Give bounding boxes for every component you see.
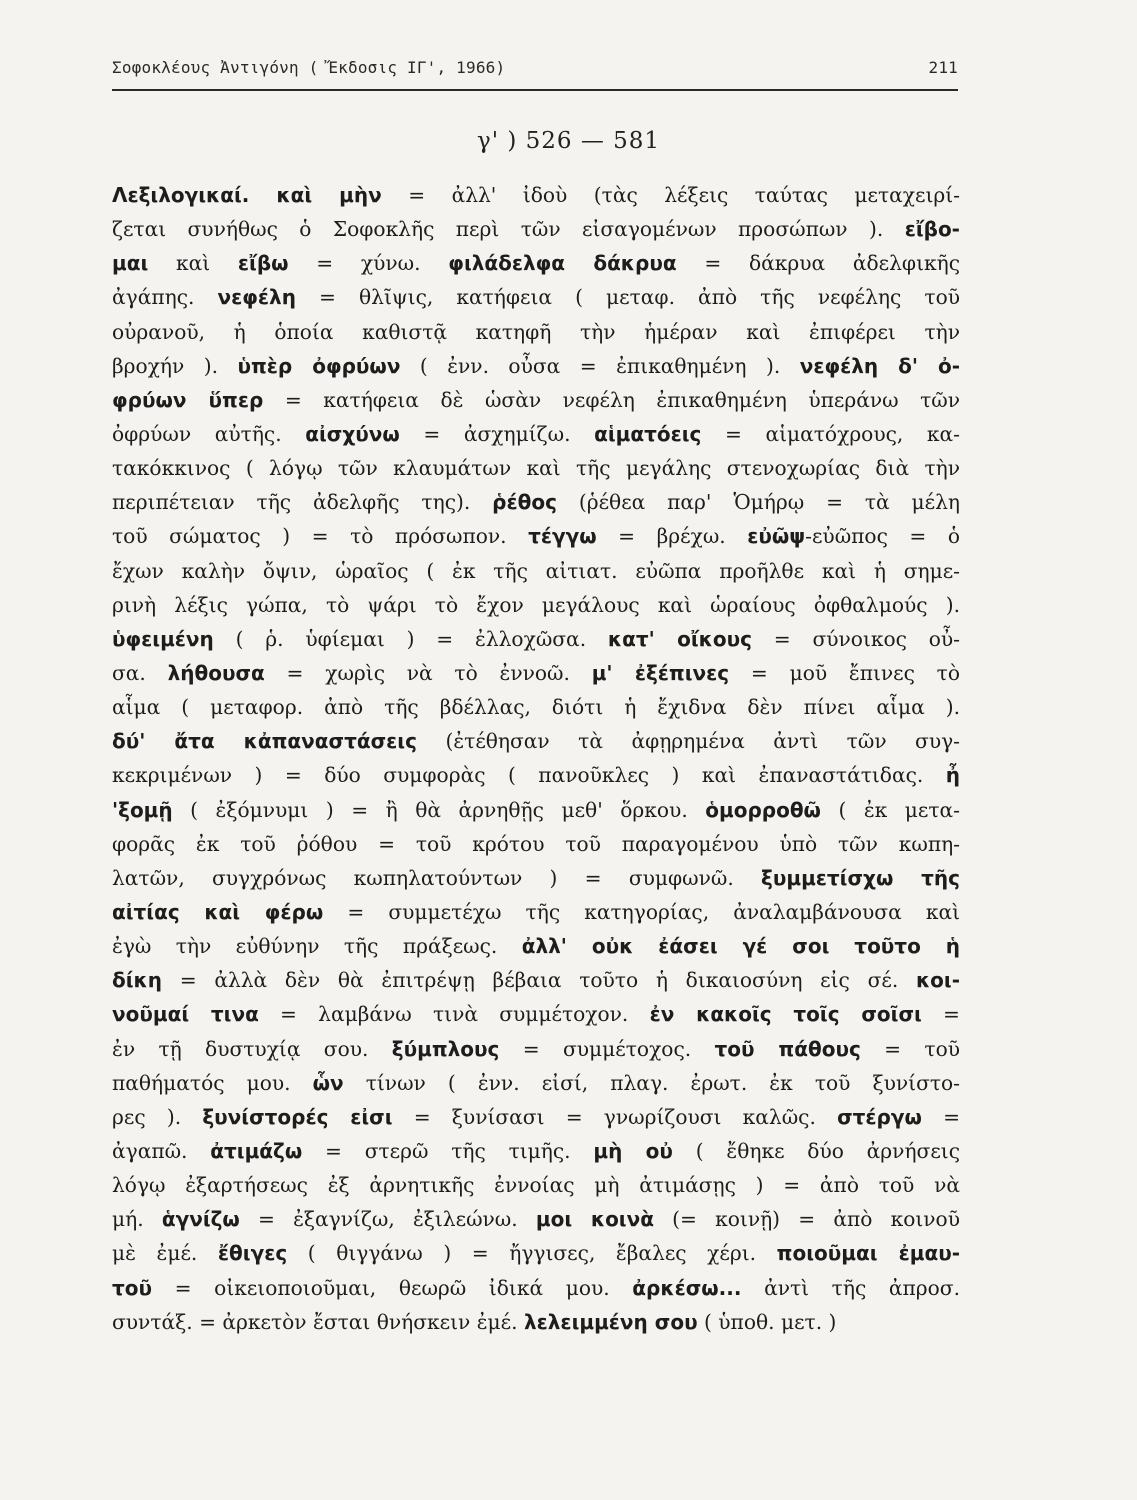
text-line: [112, 1134, 960, 1168]
headword: δύ' ἄτα κἀπαναστάσεις: [112, 729, 417, 754]
text-line: [112, 1066, 960, 1100]
headword: νοῦμαί τινα: [112, 1002, 259, 1027]
definition-text: παθήματός μου.: [112, 1070, 313, 1095]
definition-text: = χωρὶς νὰ τὸ ἐννοῶ.: [264, 660, 592, 685]
text-line: [112, 246, 960, 280]
definition-text: ἔχων καλὴν ὄψιν, ὡραῖος ( ἐκ τῆς αἰτιατ. εὐῶπα προῆλθε καὶ ἡ σημε-: [112, 558, 960, 583]
text-line: [112, 1202, 960, 1236]
headword: μοι κοινὰ: [535, 1207, 654, 1232]
text-line: [112, 724, 960, 758]
headword: μὴ οὐ: [593, 1138, 673, 1163]
definition-text: ( ὑποθ. μετ. ): [697, 1309, 837, 1334]
definition-text: = ἀσχημίζω.: [399, 421, 595, 446]
text-line: [112, 519, 960, 553]
headword: ἁγνίζω: [161, 1207, 240, 1232]
text-line: [112, 315, 960, 349]
headword: μ' ἐξέπινες: [591, 660, 730, 685]
definition-text: ( ἐνν. οὖσα = ἐπικαθημένη ).: [400, 353, 800, 378]
definition-text: ( θιγγάνω ) = ἤγγισες, ἔβαλες χέρι.: [287, 1241, 777, 1266]
headword: τοῦ: [112, 1275, 153, 1300]
text-line: [112, 793, 960, 827]
headword: μαι: [112, 251, 149, 276]
headword: ξυνίστορές εἰσι: [202, 1104, 393, 1129]
headword: ὧν: [312, 1070, 344, 1095]
definition-text: = ἀλλὰ δὲν θὰ ἐπιτρέψῃ βέβαια τοῦτο ἡ δικαιοσύνη εἰς σέ.: [161, 968, 916, 993]
headword: ὑπὲρ ὀφρύων: [237, 353, 401, 378]
definition-text: = ἐξαγνίζω, ἐξιλεώνω.: [239, 1207, 536, 1232]
headword: ῥέθος: [492, 490, 557, 515]
definition-text: συντάξ. = ἀρκετὸν ἔσται θνήσκειν ἐμέ.: [112, 1309, 524, 1334]
definition-text: =: [921, 1104, 960, 1129]
definition-text: = κατήφεια δὲ ὡσὰν νεφέλη ἐπικαθημένη ὑπεράνω τῶν: [263, 387, 960, 412]
headword: φρύων ὕπερ: [112, 387, 264, 412]
definition-text: ζεται συνήθως ὁ Σοφοκλῆς περὶ τῶν εἰσαγομένων προσώπων ).: [112, 217, 905, 242]
headword: δίκη: [112, 968, 162, 993]
definition-text: καὶ: [148, 251, 238, 276]
definition-text: βροχήν ).: [112, 353, 238, 378]
text-line: [112, 588, 960, 622]
text-line: [112, 383, 960, 417]
text-line: [112, 349, 960, 383]
text-line: [112, 622, 960, 656]
definition-text: ρες ).: [112, 1104, 203, 1129]
definition-text: τίνων ( ἐνν. εἰσί, πλαγ. ἐρωτ. ἐκ τοῦ ξυνίστο-: [343, 1070, 960, 1095]
headword: νεφέλη: [217, 285, 296, 310]
text-line: [112, 417, 960, 451]
headword: ἀτιμάζω: [210, 1138, 303, 1163]
definition-text: ( ἔθηκε δύο ἀρνήσεις: [672, 1138, 960, 1163]
headword: λήθουσα: [167, 660, 265, 685]
headword: αἰσχύνω: [305, 421, 400, 446]
headword: λελειμμένη σου: [523, 1309, 698, 1334]
headword: εἴβω: [237, 251, 289, 276]
text-line: [112, 690, 960, 724]
definition-text: (ἐτέθησαν τὰ ἀφῃρημένα ἀντὶ τῶν συγ-: [416, 729, 960, 754]
definition-text: (= κοινῇ) = ἀπὸ κοινοῦ: [653, 1207, 960, 1232]
headword: εὐῶψ: [747, 524, 806, 549]
definition-text: = σύνοικος οὖ-: [751, 626, 960, 651]
definition-text: ρινὴ λέξις γώπα, τὸ ψάρι τὸ ἔχον μεγάλους καὶ ὡραίους ὀφθαλμούς ).: [112, 592, 960, 617]
definition-text: ( ἐξόμνυμι ) = ἢ θὰ ἀρνηθῇς μεθ' ὅρκου.: [172, 797, 706, 822]
text-line: [112, 1100, 960, 1134]
definition-text: = μοῦ ἔπινες τὸ: [729, 660, 960, 685]
definition-text: κεκριμένων ) = δύο συμφορὰς ( πανοῦκλες ) καὶ ἐπαναστάτιδας.: [112, 763, 946, 788]
definition-text: περιπέτειαν τῆς ἀδελφῆς της).: [112, 490, 493, 515]
glossary-body: [112, 178, 960, 1339]
definition-text: -εὐῶπος = ὁ: [805, 524, 960, 549]
page-number: 211: [928, 58, 958, 77]
text-line: [112, 861, 960, 895]
headword: ὑφειμένη: [112, 626, 214, 651]
text-line: [112, 554, 960, 588]
headword: ἐν κακοῖς τοῖς σοῖσι: [649, 1002, 922, 1027]
text-line: [112, 212, 960, 246]
definition-text: ἐγὼ τὴν εὐθύνην τῆς πράξεως.: [112, 934, 522, 959]
definition-text: ὀφρύων αὐτῆς.: [112, 421, 306, 446]
headword: τέγγω: [528, 524, 597, 549]
text-line: [112, 997, 960, 1031]
definition-text: αἷμα ( μεταφορ. ἀπὸ τῆς βδέλλας, διότι ἡ ἔχιδνα δὲν πίνει αἷμα ).: [112, 695, 960, 720]
headword: τοῦ πάθους: [714, 1036, 861, 1061]
header-rule: [112, 89, 958, 91]
definition-text: μή.: [112, 1207, 162, 1232]
definition-text: =: [921, 1002, 960, 1027]
headword: ξύμπλους: [391, 1036, 500, 1061]
definition-text: λατῶν, συγχρόνως κωπηλατούντων ) = συμφωνῶ.: [112, 865, 762, 890]
text-line: [112, 963, 960, 997]
definition-text: (ῥέθεα παρ' Ὁμήρῳ = τὰ μέλη: [556, 490, 960, 515]
definition-text: λόγῳ ἐξαρτήσεως ἐξ ἀρνητικῆς ἐννοίας μὴ ἀτιμάσῃς ) = ἀπὸ τοῦ νὰ: [112, 1173, 960, 1198]
definition-text: ( ἐκ μετα-: [820, 797, 960, 822]
headword: ξυμμετίσχω τῆς: [761, 865, 960, 890]
definition-text: = συμμέτοχος.: [499, 1036, 715, 1061]
definition-text: σα.: [112, 660, 168, 685]
text-line: [112, 451, 960, 485]
definition-text: τακόκκινος ( λόγῳ τῶν κλαυμάτων καὶ τῆς μεγάλης στενοχωρίας διὰ τὴν: [112, 456, 960, 481]
text-line: [112, 758, 960, 792]
definition-text: = δάκρυα ἀδελφικῆς: [676, 251, 960, 276]
headword: κατ' οἴκους: [607, 626, 752, 651]
headword: ποιοῦμαι ἐμαυ-: [776, 1241, 960, 1266]
definition-text: μὲ ἐμέ.: [112, 1241, 218, 1266]
headword: Λεξιλογικαί. καὶ μὴν: [112, 183, 382, 207]
definition-text: = συμμετέχω τῆς κατηγορίας, ἀναλαμβάνουσα καὶ: [323, 899, 960, 924]
definition-text: = θλῖψις, κατήφεια ( μεταφ. ἀπὸ τῆς νεφέλης τοῦ: [295, 285, 960, 310]
headword: 'ξομῇ: [112, 797, 173, 822]
definition-text: τοῦ σώματος ) = τὸ πρόσωπον.: [112, 524, 529, 549]
headword: ἦ: [945, 763, 960, 788]
headword: φιλάδελφα δάκρυα: [448, 251, 677, 276]
definition-text: = οἰκειοποιοῦμαι, θεωρῶ ἰδικά μου.: [152, 1275, 633, 1300]
definition-text: = τοῦ: [860, 1036, 960, 1061]
headword: κοι-: [915, 968, 960, 993]
text-line: [112, 827, 960, 861]
definition-text: = βρέχω.: [596, 524, 748, 549]
headword: εἴβο-: [904, 217, 960, 242]
definition-text: = λαμβάνω τινὰ συμμέτοχον.: [258, 1002, 650, 1027]
text-line: [112, 656, 960, 690]
definition-text: ἐν τῇ δυστυχίᾳ σου.: [112, 1036, 392, 1061]
text-line: [112, 1032, 960, 1066]
text-line: [112, 929, 960, 963]
text-line: [112, 280, 960, 314]
text-line: [112, 1168, 960, 1202]
text-line: [112, 1271, 960, 1305]
definition-text: ἀγάπης.: [112, 285, 218, 310]
definition-text: = στερῶ τῆς τιμῆς.: [302, 1138, 594, 1163]
header-title: Σοφοκλέους Ἀντιγόνη ( Ἔκδοσις ΙΓ', 1966): [112, 58, 506, 77]
headword: ἀλλ' οὐκ ἐάσει γέ σοι τοῦτο ἡ: [521, 934, 960, 959]
definition-text: ( ῥ. ὑφίεμαι ) = ἐλλοχῶσα.: [213, 626, 608, 651]
headword: νεφέλη δ' ὀ-: [799, 353, 960, 378]
definition-text: = αἱματόχρους, κα-: [701, 421, 960, 446]
running-header: [112, 58, 958, 77]
section-title: γ' ) 526 — 581: [476, 128, 661, 154]
definition-text: ἀντὶ τῆς ἀπροσ.: [741, 1275, 960, 1300]
definition-text: φορᾶς ἐκ τοῦ ῥόθου = τοῦ κρότου τοῦ παραγομένου ὑπὸ τῶν κωπη-: [112, 831, 960, 856]
definition-text: = ξυνίσασι = γνωρίζουσι καλῶς.: [392, 1104, 838, 1129]
definition-text: οὐρανοῦ, ἡ ὁποία καθιστᾷ κατηφῆ τὴν ἡμέραν καὶ ἐπιφέρει τὴν: [112, 319, 960, 344]
headword: ὁμορροθῶ: [705, 797, 821, 822]
text-line: [112, 1305, 960, 1339]
headword: στέργω: [837, 1104, 922, 1129]
text-line: [112, 1236, 960, 1270]
definition-text: = χύνω.: [288, 251, 449, 276]
text-line: [112, 895, 960, 929]
headword: ἔθιγες: [217, 1241, 288, 1266]
headword: αἰτίας καὶ φέρω: [112, 899, 324, 924]
definition-text: ἀγαπῶ.: [112, 1138, 211, 1163]
definition-text: = ἀλλ' ἰδοὺ (τὰς λέξεις ταύτας μεταχειρί-: [381, 183, 960, 207]
text-line: [112, 178, 960, 212]
text-line: [112, 485, 960, 519]
headword: ἀρκέσω...: [632, 1275, 742, 1300]
headword: αἱματόεις: [594, 421, 702, 446]
